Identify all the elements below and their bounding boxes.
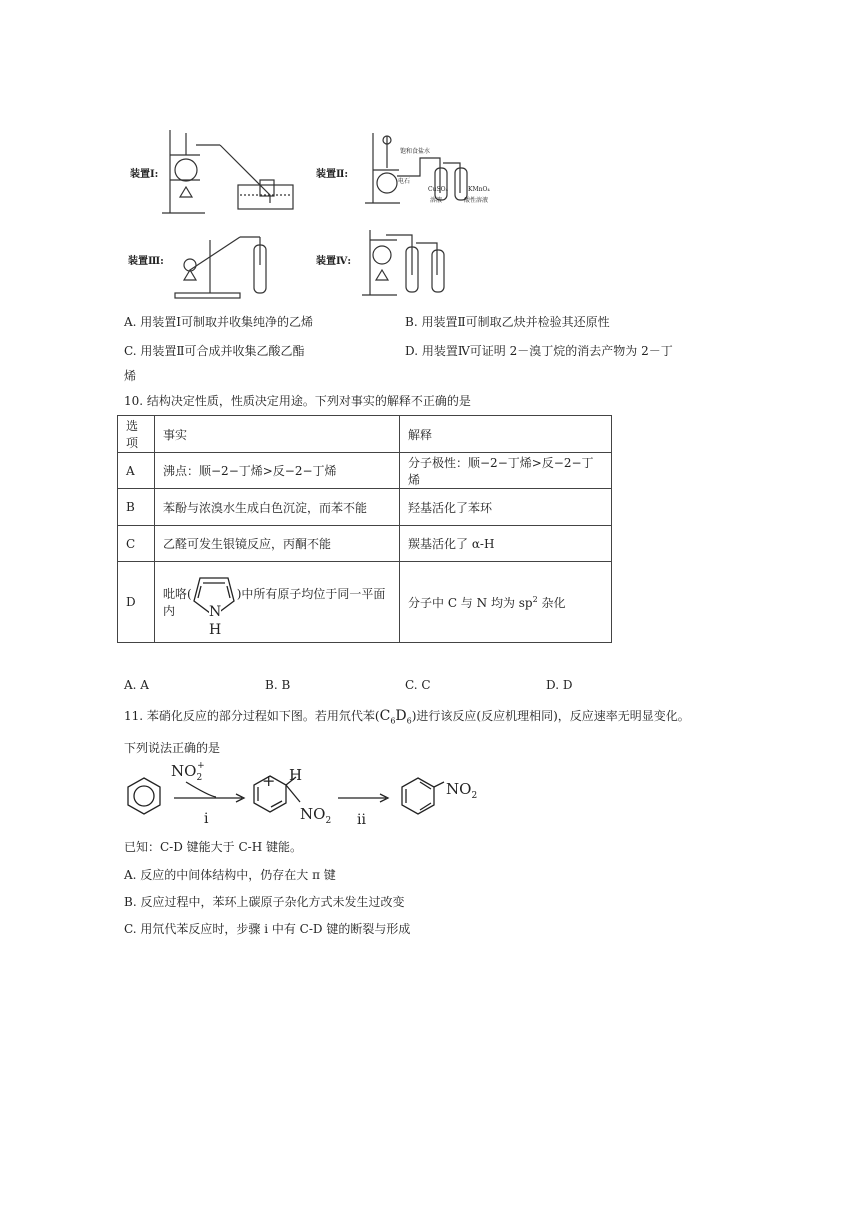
c-no2-bond — [286, 785, 300, 802]
q11-stem-2: 下列说法正确的是 — [124, 741, 221, 755]
q9-option-d-continued: 烯 — [124, 369, 137, 383]
aromatic-circle — [134, 786, 154, 806]
apparatus-II-label: 装置Ⅱ: — [316, 169, 349, 180]
product-no2-label — [446, 780, 478, 801]
q11-known: 已知：C-D 键能大于 C-H 键能。 — [124, 840, 303, 854]
curved-arrow — [186, 782, 216, 797]
reagent-water-label: 饱和食盐水 — [400, 148, 431, 155]
row-explanation: 分子极性：顺−2−丁烯>反−2−丁烯 — [400, 453, 612, 489]
q10-table — [117, 415, 612, 643]
reagent-carbide-label: 电石 — [398, 178, 411, 185]
nitronium-label — [171, 761, 210, 783]
pyrrole-fact-suffix: )中所有原子均位于同一平面内 — [163, 587, 386, 618]
pyrrole-explanation-superscript: 2 — [532, 594, 538, 604]
q10-stem: 10. 结构决定性质，性质决定用途。下列对事实的解释不正确的是 — [124, 394, 471, 408]
pyrrole-n-label: N — [209, 604, 222, 620]
step-i-label: i — [204, 811, 209, 827]
apparatus-I-label: 装置Ⅰ: — [130, 169, 159, 180]
q9-option-d[interactable]: D. 用装置Ⅳ可证明 2－溴丁烷的消去产物为 2－丁 — [405, 344, 673, 358]
reagent-cuso4-label: CuSO₄ — [428, 186, 448, 193]
intermediate-no2-subscript: 2 — [325, 816, 332, 826]
nitronium-superscript: + — [197, 761, 205, 771]
q11-option-b[interactable]: B. 反应过程中，苯环上碳原子杂化方式未发生过改变 — [124, 895, 405, 909]
row-fact: 沸点：顺−2−丁烯>反−2−丁烯 — [155, 453, 400, 489]
row-option: D — [118, 562, 155, 643]
table-row — [118, 526, 612, 562]
row-fact — [155, 562, 400, 643]
nitrobenzene-ring — [402, 778, 434, 814]
pyrrole-h-label: H — [209, 622, 222, 638]
apparatus-I-drawing — [160, 125, 300, 215]
product-no2-subscript: 2 — [471, 791, 478, 801]
apparatus-IV-drawing — [362, 225, 472, 300]
pyrrole-explanation-text: 分子中 C 与 N 均为 sp — [408, 595, 533, 610]
reagent-kmno4-label: KMnO₄ — [468, 186, 490, 193]
q11-stem — [124, 707, 690, 725]
intermediate-h-label: H — [289, 766, 303, 784]
formula-sub-1: 6 — [390, 716, 396, 726]
row-explanation — [400, 562, 612, 643]
row-explanation: 羰基活化了 α-H — [400, 526, 612, 562]
pyrrole-fact-prefix: 吡咯( — [163, 587, 192, 601]
q10-choice-b[interactable]: B. B — [265, 678, 291, 692]
row-option: C — [118, 526, 155, 562]
benzene-ring — [128, 778, 160, 814]
nitronium-text: NO — [171, 762, 197, 780]
row-option: B — [118, 489, 155, 526]
formula-c: C — [379, 708, 391, 724]
header-explanation: 解释 — [400, 416, 612, 453]
q9-option-b[interactable]: B. 用装置Ⅱ可制取乙炔并检验其还原性 — [405, 315, 610, 329]
q10-choice-d[interactable]: D. D — [546, 678, 573, 692]
q11-stem-suffix: )进行该反应(反应机理相同)，反应速率无明显变化。 — [411, 709, 690, 723]
table-row — [118, 562, 612, 643]
row-option: A — [118, 453, 155, 489]
q10-choice-c[interactable]: C. C — [405, 678, 431, 692]
table-row — [118, 489, 612, 526]
table-row — [118, 453, 612, 489]
header-fact: 事实 — [155, 416, 400, 453]
pyrrole-explanation-suffix: 杂化 — [537, 595, 566, 610]
q11-stem-prefix: 11. 苯硝化反应的部分过程如下图。若用氘代苯( — [124, 709, 380, 723]
q9-option-a[interactable]: A. 用装置Ⅰ可制取并收集纯净的乙烯 — [124, 315, 314, 329]
step-ii-label: ii — [357, 812, 366, 828]
nitronium-subscript: 2 — [196, 773, 203, 783]
row-explanation: 羟基活化了苯环 — [400, 489, 612, 526]
product-no2-text: NO — [446, 780, 472, 798]
table-header-row — [118, 416, 612, 453]
apparatus-III-label: 装置Ⅲ: — [128, 256, 164, 267]
q11-option-c[interactable]: C. 用氘代苯反应时，步骤 i 中有 C-D 键的断裂与形成 — [124, 922, 411, 936]
q10-choice-a[interactable]: A. A — [124, 678, 149, 692]
apparatus-III-drawing — [170, 225, 280, 300]
carbocation-plus: + — [262, 771, 276, 790]
reagent-kmno4-label-2: 酸性溶液 — [464, 197, 489, 204]
row-fact: 乙醛可发生银镜反应，丙酮不能 — [155, 526, 400, 562]
intermediate-no2-text: NO — [300, 805, 326, 823]
q9-option-c[interactable]: C. 用装置Ⅱ可合成并收集乙酸乙酯 — [124, 344, 305, 358]
apparatus-IV-label: 装置Ⅳ: — [316, 256, 352, 267]
intermediate-no2-label — [300, 805, 332, 826]
header-option: 选项 — [118, 416, 155, 453]
q11-option-a[interactable]: A. 反应的中间体结构中，仍存在大 π 键 — [124, 868, 336, 882]
formula-d: D — [395, 708, 407, 724]
formula-sub-2: 6 — [406, 716, 412, 726]
row-fact: 苯酚与浓溴水生成白色沉淀，而苯不能 — [155, 489, 400, 526]
reagent-cuso4-label-2: 溶液 — [430, 197, 443, 204]
